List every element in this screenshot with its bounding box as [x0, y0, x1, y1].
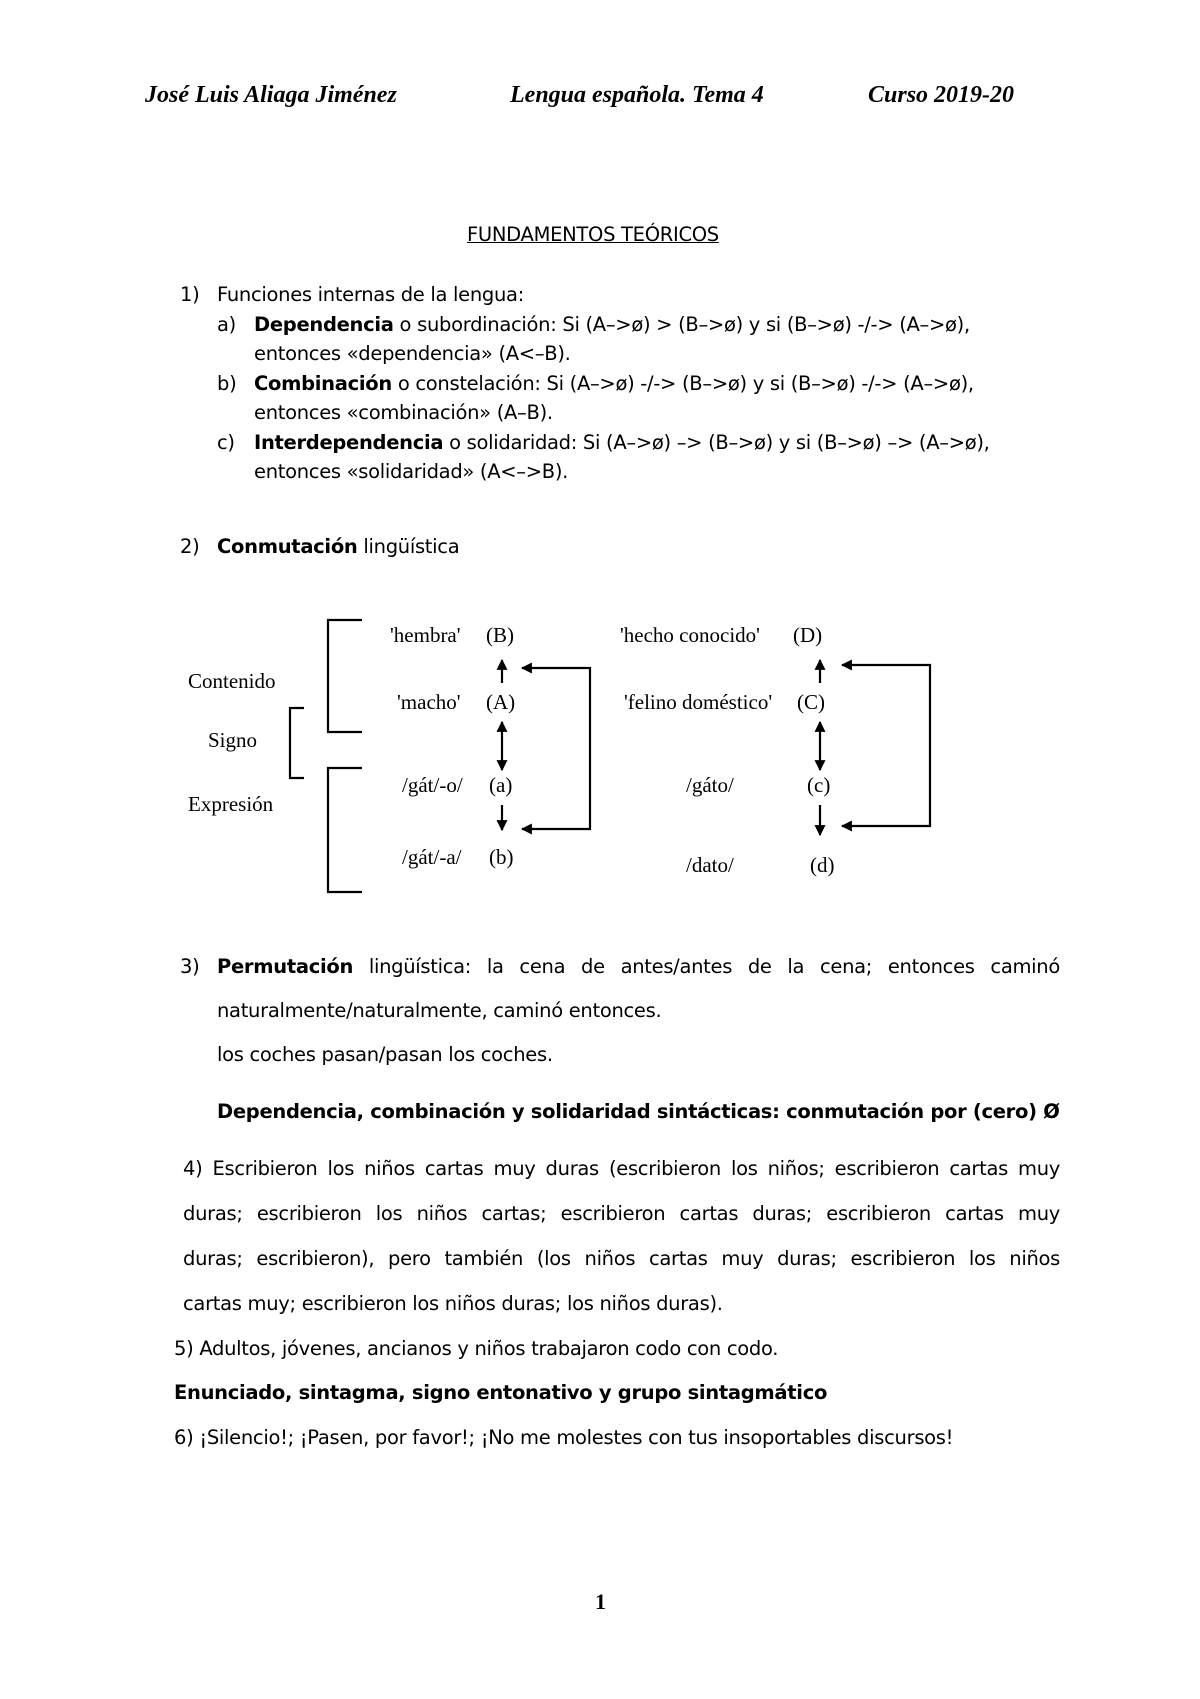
item-a-line2: entonces «dependencia» (A<–B).	[254, 342, 571, 365]
item-a-marker: a)	[217, 313, 236, 336]
header-subject: Lengua española. Tema 4	[510, 82, 764, 108]
item-a-text: o subordinación: Si (A–>ø) > (B–>ø) y si (B–>ø) -/-> (A–>ø),	[393, 313, 970, 336]
col2-hecho: 'hecho conocido'	[620, 623, 760, 647]
col1-gato-a: /gát/-a/	[402, 845, 462, 869]
col2-felino-tag: (C)	[797, 690, 825, 714]
page-number: 1	[595, 1589, 606, 1614]
section2-text: lingüística	[357, 535, 460, 558]
page-title: FUNDAMENTOS TEÓRICOS	[467, 223, 719, 246]
item-c-term: Interdependencia	[254, 431, 444, 454]
signo-bracket	[290, 708, 304, 778]
section3-bold-line: Dependencia, combinación y solidaridad sintácticas: conmutación por (cero) Ø	[217, 1100, 1060, 1123]
item-b-line2: entonces «combinación» (A–B).	[254, 401, 553, 424]
section3-line3: los coches pasan/pasan los coches.	[217, 1043, 553, 1066]
section3-term: Permutación	[217, 955, 354, 978]
loop-arrow-col2	[842, 665, 930, 826]
item-b-text: o constelación: Si (A–>ø) -/-> (B–>ø) y si (B–>ø) -/-> (A–>ø),	[391, 372, 974, 395]
header-course: Curso 2019-20	[868, 82, 1015, 108]
loop-arrow-col1	[522, 668, 590, 829]
col1-gato-o-tag: (a)	[489, 773, 513, 797]
section3-line1	[217, 955, 1060, 978]
header-author: José Luis Aliaga Jiménez	[145, 82, 397, 108]
col1-gato-a-tag: (b)	[489, 845, 514, 869]
col1-hembra-tag: (B)	[486, 623, 514, 647]
label-contenido: Contenido	[188, 669, 276, 693]
section1-heading: Funciones internas de la lengua:	[217, 283, 524, 306]
section4-line2: duras; escribieron los niños cartas; escribieron cartas duras; escribieron cartas muy	[183, 1202, 1060, 1225]
col1-hembra: 'hembra'	[390, 623, 461, 647]
col2-dato: /dato/	[686, 853, 734, 877]
label-expresion: Expresión	[188, 792, 274, 816]
section4-line1: 4) Escribieron los niños cartas muy duras (escribieron los niños; escribieron cartas muy	[183, 1157, 1060, 1180]
item-c-marker: c)	[217, 431, 235, 454]
label-signo: Signo	[208, 728, 258, 752]
item-b-marker: b)	[217, 372, 237, 395]
item-c-line2: entonces «solidaridad» (A<–>B).	[254, 460, 569, 483]
section5-line: 5) Adultos, jóvenes, ancianos y niños trabajaron codo con codo.	[174, 1337, 779, 1360]
bold-heading: Enunciado, sintagma, signo entonativo y grupo sintagmático	[174, 1381, 828, 1404]
item-c-text: o solidaridad: Si (A–>ø) –> (B–>ø) y si (B–>ø) –> (A–>ø),	[443, 431, 990, 454]
section4-line4: cartas muy; escribieron los niños duras; los niños duras).	[183, 1292, 723, 1315]
col1-macho-tag: (A)	[486, 690, 516, 714]
section3-text: lingüística: la cena de antes/antes de la cena; entonces caminó	[353, 955, 1060, 978]
contenido-bracket	[328, 620, 362, 732]
item-a-term: Dependencia	[254, 313, 394, 336]
col2-hecho-tag: (D)	[793, 623, 823, 647]
item-b-term: Combinación	[254, 372, 392, 395]
section1-number: 1)	[180, 283, 200, 306]
col2-felino: 'felino doméstico'	[624, 690, 773, 714]
section6-line: 6) ¡Silencio!; ¡Pasen, por favor!; ¡No me molestes con tus insoportables discursos!	[174, 1426, 954, 1449]
section2-number: 2)	[180, 535, 200, 558]
section3-number: 3)	[180, 955, 200, 978]
section4-line3: duras; escribieron), pero también (los niños cartas muy duras; escribieron los niños	[183, 1247, 1060, 1270]
col2-dato-tag: (d)	[810, 853, 835, 877]
col2-gato-tag: (c)	[807, 773, 831, 797]
col2-gato: /gáto/	[686, 773, 734, 797]
col1-gato-o: /gát/-o/	[402, 773, 463, 797]
section2-term: Conmutación	[217, 535, 358, 558]
col1-macho: 'macho'	[397, 690, 461, 714]
expresion-bracket	[328, 768, 362, 892]
section3-line2: naturalmente/naturalmente, caminó entonces.	[217, 999, 662, 1022]
